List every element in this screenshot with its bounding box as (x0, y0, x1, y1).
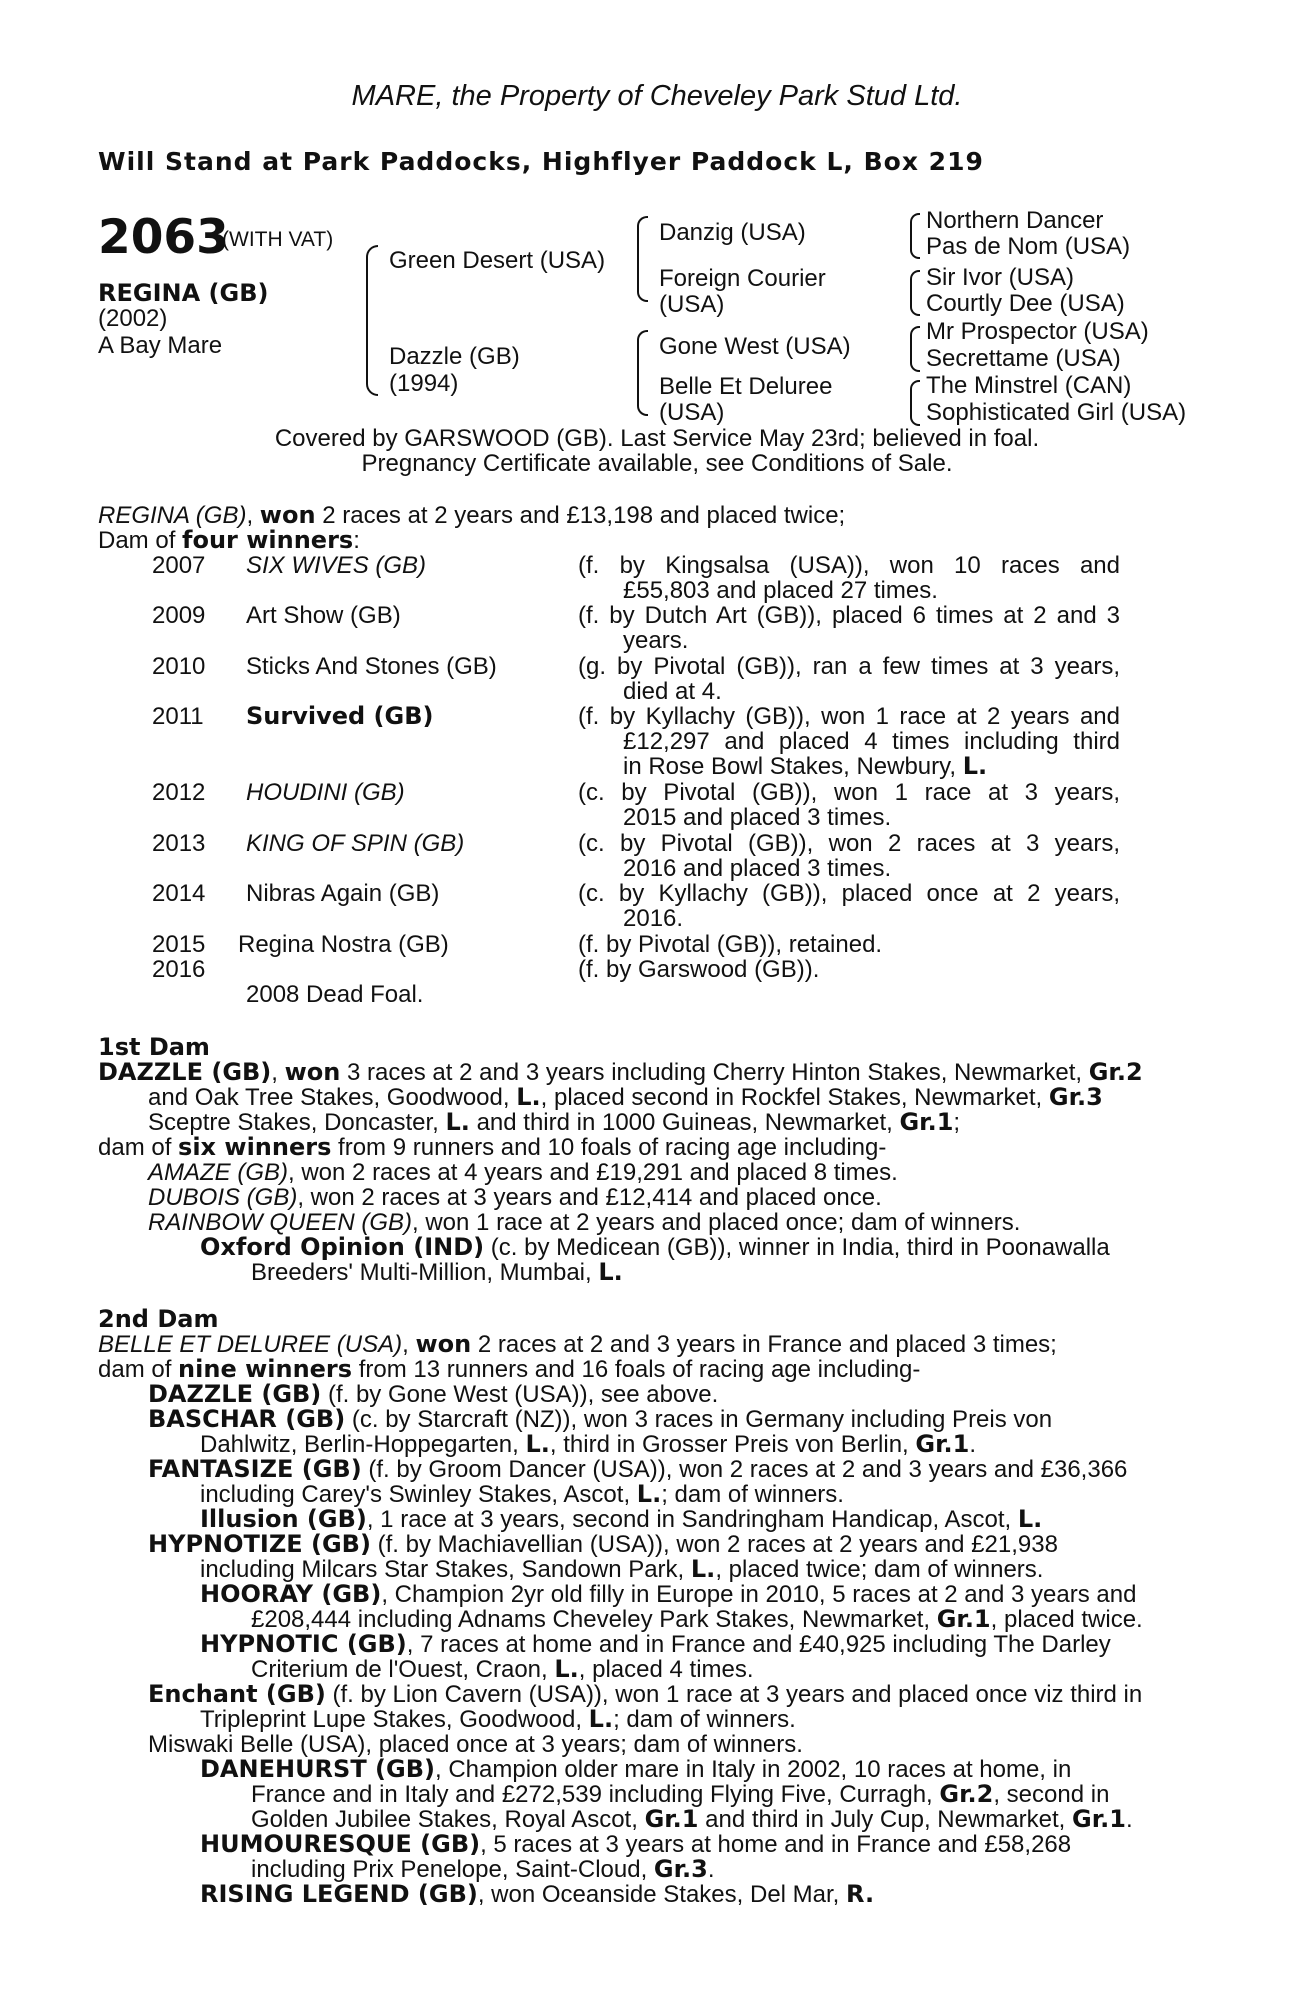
progeny-name: HOUDINI (GB) (246, 779, 405, 806)
second-dam-line: Miswaki Belle (USA), placed once at 3 years; dam of winners. (148, 1731, 803, 1758)
winners-count: four winners (182, 526, 354, 554)
second-dam-line: HOORAY (GB), Champion 2yr old filly in Europe in 2010, 5 races at 2 and 3 years and (200, 1580, 1137, 1608)
first-dam-line: DUBOIS (GB), won 2 races at 3 years and £12,414 and placed once. (148, 1184, 882, 1211)
pedigree-brace-5 (910, 270, 920, 316)
pedigree-dss: Mr Prospector (USA) (926, 318, 1149, 345)
pedigree-brace-3 (637, 330, 648, 416)
progeny-name: SIX WIVES (GB) (246, 552, 427, 579)
pedigree-sire-sire: Danzig (USA) (659, 219, 806, 246)
second-dam-line: DANEHURST (GB), Champion older mare in Italy in 2002, 10 races at home, in (200, 1755, 1072, 1783)
page-title: MARE, the Property of Cheveley Park Stud Ltd. (351, 80, 963, 112)
lot-number: 2063 (98, 210, 229, 265)
second-dam-line: France and in Italy and £272,539 including Flying Five, Curragh, Gr.2, second in (251, 1780, 1110, 1808)
first-dam-line: Breeders' Multi-Million, Mumbai, L. (251, 1258, 623, 1286)
second-dam-heading: 2nd Dam (98, 1305, 219, 1333)
pedigree-brace-4 (910, 213, 920, 259)
progeny-name: Nibras Again (GB) (246, 880, 440, 907)
pedigree-sire-dam: Foreign Courier (659, 265, 826, 292)
second-dam-line: Criterium de l'Ouest, Craon, L., placed 4 times. (251, 1655, 754, 1683)
second-dam-line: BELLE ET DELUREE (USA), won 2 races at 2 and 3 years in France and placed 3 times; (98, 1330, 1057, 1358)
dead-foal-note: 2008 Dead Foal. (246, 981, 424, 1008)
dam-of-line: Dam of four winners: (98, 526, 360, 554)
progeny-name: Art Show (GB) (246, 602, 401, 629)
second-dam-line: £208,444 including Adnams Cheveley Park Stakes, Newmarket, Gr.1, placed twice. (251, 1605, 1143, 1633)
pedigree-ssd: Pas de Nom (USA) (926, 233, 1131, 260)
pedigree-sire-dam-country: (USA) (659, 291, 725, 318)
pregnancy-note: Pregnancy Certificate available, see Conditions of Sale. (361, 450, 953, 477)
first-dam-line: Oxford Opinion (IND) (c. by Medicean (GB)), winner in India, third in Poonawalla (200, 1233, 1110, 1261)
second-dam-line: dam of nine winners from 13 runners and 16 foals of racing age including- (98, 1355, 921, 1383)
stand-location: Will Stand at Park Paddocks, Highflyer Paddock L, Box 219 (98, 147, 984, 176)
pedigree-dam-year: (1994) (389, 370, 459, 397)
second-dam-line: Tripleprint Lupe Stakes, Goodwood, L.; dam of winners. (200, 1705, 796, 1733)
pedigree-dds: The Minstrel (CAN) (926, 372, 1132, 399)
second-dam-line: including Carey's Swinley Stakes, Ascot, L.; dam of winners. (200, 1480, 844, 1508)
first-dam-line: dam of six winners from 9 runners and 10 foals of racing age including- (98, 1133, 887, 1161)
race-record: REGINA (GB), won 2 races at 2 years and £13,198 and placed twice; (98, 501, 846, 529)
pedigree-dam-dam-country: (USA) (659, 399, 725, 426)
first-dam-line: Sceptre Stakes, Doncaster, L. and third in 1000 Guineas, Newmarket, Gr.1; (148, 1108, 961, 1136)
second-dam-line: BASCHAR (GB) (c. by Starcraft (NZ)), won 3 races in Germany including Preis von (148, 1405, 1053, 1433)
first-dam-line: AMAZE (GB), won 2 races at 4 years and £19,291 and placed 8 times. (148, 1159, 898, 1186)
second-dam-line: Dahlwitz, Berlin-Hoppegarten, L., third in Grosser Preis von Berlin, Gr.1. (200, 1430, 976, 1458)
record-horse-name: REGINA (GB) (98, 502, 247, 529)
horse-year: (2002) (98, 305, 168, 332)
second-dam-line: including Milcars Star Stakes, Sandown Park, L., placed twice; dam of winners. (200, 1555, 1044, 1583)
second-dam-line: including Prix Penelope, Saint-Cloud, Gr.3. (251, 1855, 715, 1883)
progeny-name: KING OF SPIN (GB) (246, 830, 465, 857)
covering-note: Covered by GARSWOOD (GB). Last Service May 23rd; believed in foal. (274, 425, 1040, 452)
second-dam-line: FANTASIZE (GB) (f. by Groom Dancer (USA)), won 2 races at 2 and 3 years and £36,366 (148, 1455, 1128, 1483)
first-dam-heading: 1st Dam (98, 1033, 210, 1061)
pedigree-sdd: Courtly Dee (USA) (926, 290, 1125, 317)
pedigree-brace-2 (637, 216, 648, 302)
progeny-name: Survived (GB) (246, 702, 434, 730)
pedigree-sss: Northern Dancer (926, 207, 1104, 234)
vat-note: (WITH VAT) (222, 228, 334, 251)
progeny-name: Sticks And Stones (GB) (246, 653, 497, 680)
horse-description: A Bay Mare (98, 332, 223, 359)
second-dam-line: HYPNOTIZE (GB) (f. by Machiavellian (USA)), won 2 races at 2 years and £21,938 (148, 1530, 1058, 1558)
pedigree-dam-dam: Belle Et Deluree (659, 373, 833, 400)
pedigree-brace-1 (366, 245, 378, 396)
pedigree-brace-7 (910, 380, 920, 426)
second-dam-line: Golden Jubilee Stakes, Royal Ascot, Gr.1 and third in July Cup, Newmarket, Gr.1. (251, 1805, 1133, 1833)
pedigree-brace-6 (910, 326, 920, 372)
second-dam-line: HYPNOTIC (GB), 7 races at home and in France and £40,925 including The Darley (200, 1630, 1111, 1658)
second-dam-line: Enchant (GB) (f. by Lion Cavern (USA)), won 1 race at 3 years and placed once viz third in (148, 1680, 1143, 1708)
first-dam-line: and Oak Tree Stakes, Goodwood, L., placed second in Rockfel Stakes, Newmarket, Gr.3 (148, 1083, 1103, 1111)
pedigree-sds: Sir Ivor (USA) (926, 264, 1075, 291)
pedigree-dam-sire: Gone West (USA) (659, 333, 851, 360)
first-dam-line: DAZZLE (GB), won 3 races at 2 and 3 years including Cherry Hinton Stakes, Newmarket, Gr.2 (98, 1058, 1143, 1086)
pedigree-ddd: Sophisticated Girl (USA) (926, 399, 1187, 426)
horse-name: REGINA (GB) (98, 279, 269, 307)
progeny-name: Regina Nostra (GB) (238, 931, 449, 958)
won-label: won (259, 501, 316, 529)
pedigree-dsd: Secrettame (USA) (926, 345, 1121, 372)
second-dam-line: RISING LEGEND (GB), won Oceanside Stakes, Del Mar, R. (200, 1880, 875, 1908)
progeny-list: 2007 SIX WIVES (GB) (f. by Kingsalsa (USA)), won 10 races and £55,803 and placed 27 times. 2009 Art Show (GB) (f. by Dutch Art (GB)), placed 6 times at 2 and 3 years. 2010 Sticks And Stones (GB) (g. by Pivotal (GB)), ran a few times at 3 years, died at 4. 2011 Survived (GB) (f. by Kyllachy (GB)), won 1 race at 2 years and £12,297 and placed 4 times including third in Rose Bowl Stakes, Newbury, L. 2012 HOUDINI (GB) (c. by Pivotal (GB)), won 1 race at 3 years, 2015 and placed 3 times. 2013 KING OF SPIN (GB) (c. by Pivotal (GB)), won 2 races at 3 years, 2016 and placed 3 times. 2014 Nibras Again (GB) (c. by Kyllachy (GB)), placed once at 2 years, 2016. 2015 Regina Nostra (GB) (f. by Pivotal (GB)), retained. 2016 (f. by Garswood (GB)). 2008 Dead Foal. (152, 552, 1120, 1008)
first-dam-line: RAINBOW QUEEN (GB), won 1 race at 2 years and placed once; dam of winners. (148, 1209, 1021, 1236)
second-dam-line: DAZZLE (GB) (f. by Gone West (USA)), see above. (148, 1380, 719, 1408)
pedigree-sire: Green Desert (USA) (389, 247, 606, 274)
second-dam-line: HUMOURESQUE (GB), 5 races at 3 years at home and in France and £58,268 (200, 1830, 1072, 1858)
record-detail: 2 races at 2 years and £13,198 and placed twice; (315, 502, 846, 529)
pedigree-dam: Dazzle (GB) (389, 343, 520, 370)
second-dam-line: Illusion (GB), 1 race at 3 years, second in Sandringham Handicap, Ascot, L. (200, 1505, 1043, 1533)
